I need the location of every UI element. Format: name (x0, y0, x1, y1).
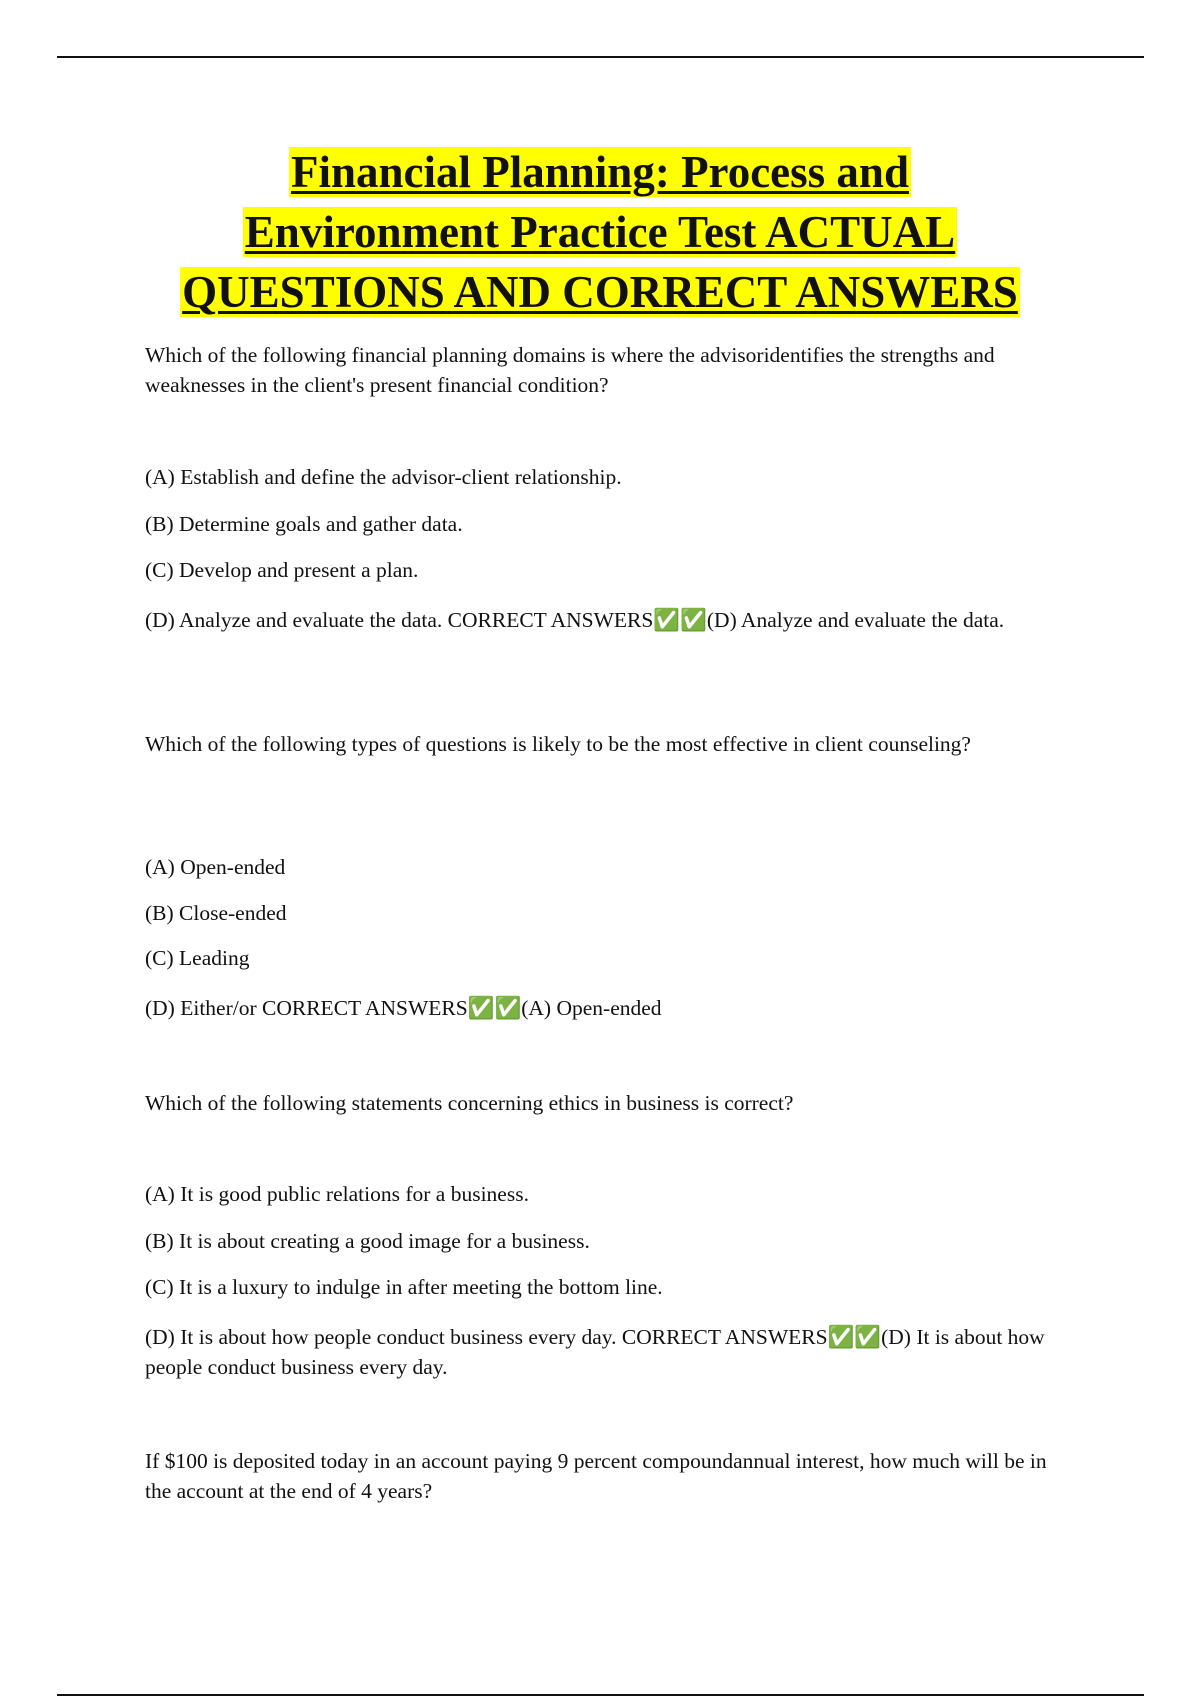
question-2-option-b: (B) Close-ended (145, 901, 287, 925)
question-3-option-a: (A) It is good public relations for a business. (145, 1182, 529, 1206)
question-3-option-b: (B) It is about creating a good image for a business. (145, 1229, 590, 1253)
question-1-option-b: (B) Determine goals and gather data. (145, 512, 463, 536)
question-4-text: If $100 is deposited today in an account paying 9 percent compoundannual interest, how much will be in the account at the end of 4 years? (145, 1449, 1047, 1503)
question-2-option-d: (D) Either/or CORRECT ANSWERS✅✅(A) Open-ended (145, 996, 662, 1020)
question-3-option-d: (D) It is about how people conduct business every day. CORRECT ANSWERS✅✅(D) It is about how people conduct business every day. (145, 1325, 1045, 1379)
question-3-text: Which of the following statements concerning ethics in business is correct? (145, 1091, 794, 1115)
question-1-option-c: (C) Develop and present a plan. (145, 558, 419, 582)
top-rule (57, 56, 1144, 58)
question-2-option-a: (A) Open-ended (145, 855, 286, 879)
question-1-option-a: (A) Establish and define the advisor-client relationship. (145, 465, 622, 489)
document-title (0, 142, 1200, 322)
question-3-option-c: (C) It is a luxury to indulge in after meeting the bottom line. (145, 1275, 663, 1299)
question-1-text: Which of the following financial planning domains is where the advisoridentifies the strengths and weaknesses in the client's present financial condition? (145, 343, 995, 397)
title-line-3: QUESTIONS AND CORRECT ANSWERS (182, 267, 1018, 317)
question-2-text: Which of the following types of questions is likely to be the most effective in client counseling? (145, 732, 971, 756)
bottom-rule (57, 1694, 1144, 1696)
question-2-option-c: (C) Leading (145, 946, 250, 970)
title-line-1: Financial Planning: Process and (290, 147, 909, 197)
question-1-option-d: (D) Analyze and evaluate the data. CORRECT ANSWERS✅✅(D) Analyze and evaluate the data. (145, 608, 1005, 632)
title-line-2: Environment Practice Test ACTUAL (244, 207, 956, 257)
